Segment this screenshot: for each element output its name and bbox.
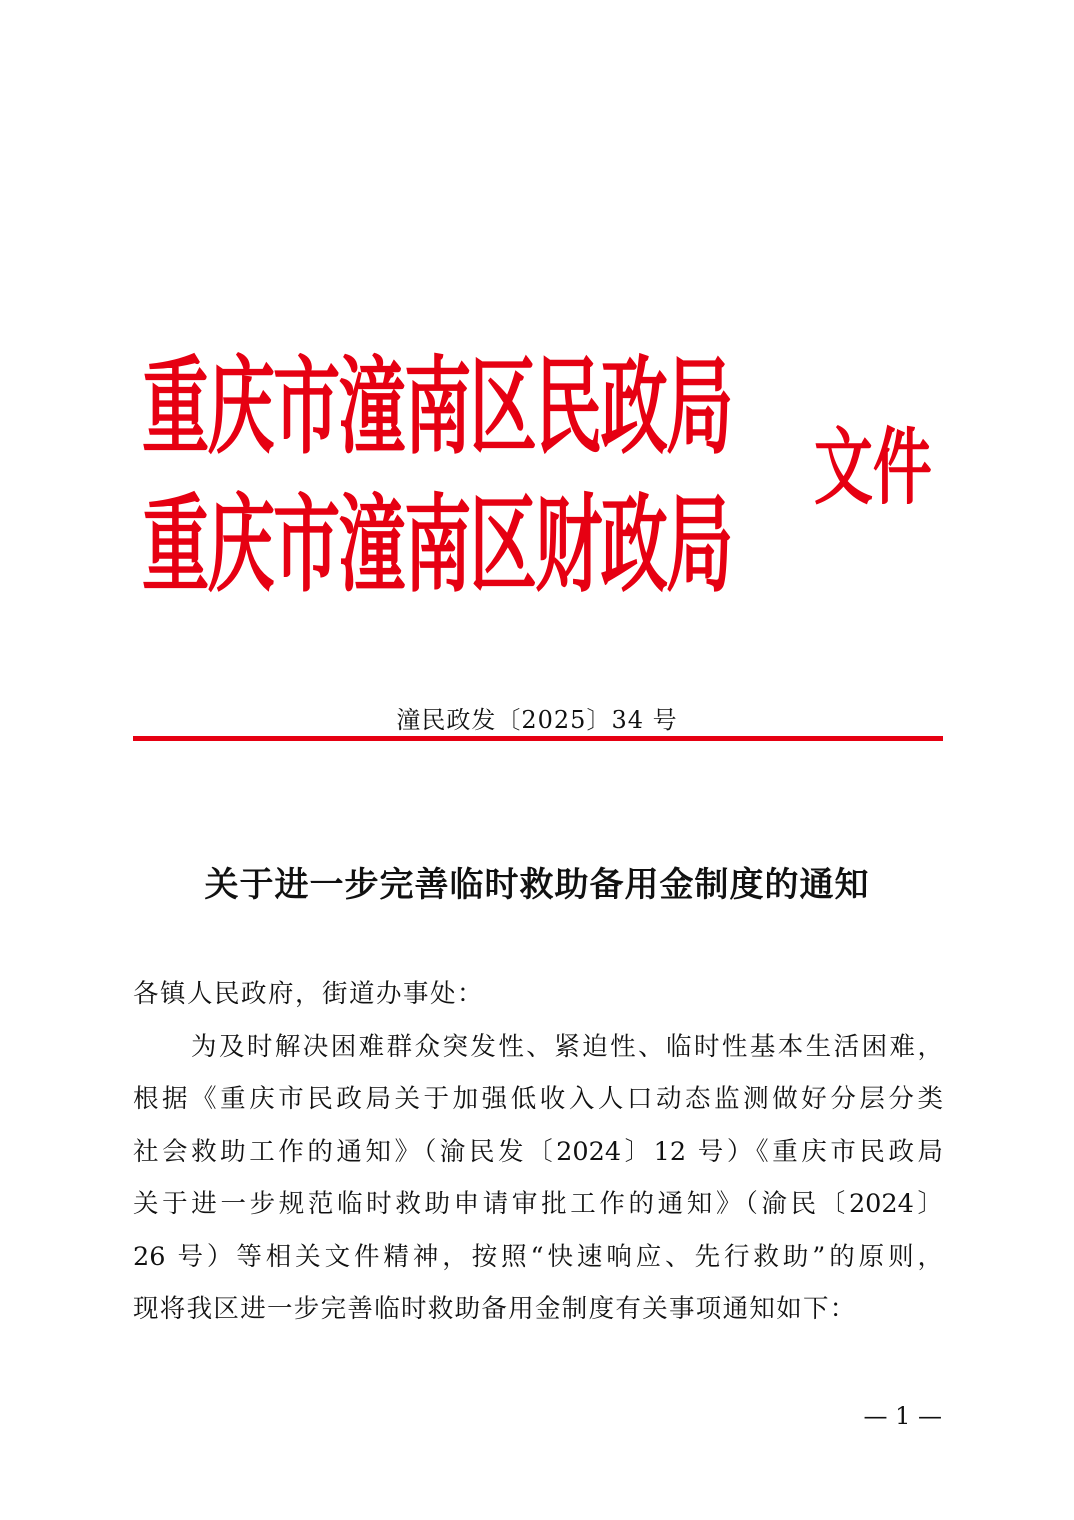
paragraph-line: 关于进一步规范临时救助申请审批工作的通知》（渝民〔2024〕 [133, 1189, 943, 1219]
document-suffix: 文件 [814, 420, 932, 517]
document-header [142, 345, 962, 625]
salutation: 各镇人民政府，街道办事处： [133, 979, 485, 1009]
paragraph-line: 根据《重庆市民政局关于加强低收入人口动态监测做好分层分类 [133, 1084, 943, 1114]
issuer-civil-affairs: 重庆市潼南区民政局 [142, 345, 732, 469]
body-paragraph [133, 1021, 943, 1336]
paragraph-line: 现将我区进一步完善临时救助备用金制度有关事项通知如下： [133, 1294, 857, 1324]
document-number: 潼民政发〔2025〕34 号 [396, 706, 678, 734]
paragraph-line: 26 号）等相关文件精神，按照“快速响应、先行救助”的原则， [133, 1241, 943, 1272]
issuer-finance: 重庆市潼南区财政局 [142, 483, 732, 607]
document-title: 关于进一步完善临时救助备用金制度的通知 [204, 865, 870, 905]
paragraph-line: 为及时解决困难群众突发性、紧迫性、临时性基本生活困难， [191, 1031, 943, 1062]
red-divider [133, 736, 943, 741]
page-number: — 1 — [863, 1402, 942, 1430]
paragraph-line: 社会救助工作的通知》（渝民发〔2024〕12 号）《重庆市民政局 [133, 1136, 943, 1167]
document-body [133, 968, 943, 1336]
